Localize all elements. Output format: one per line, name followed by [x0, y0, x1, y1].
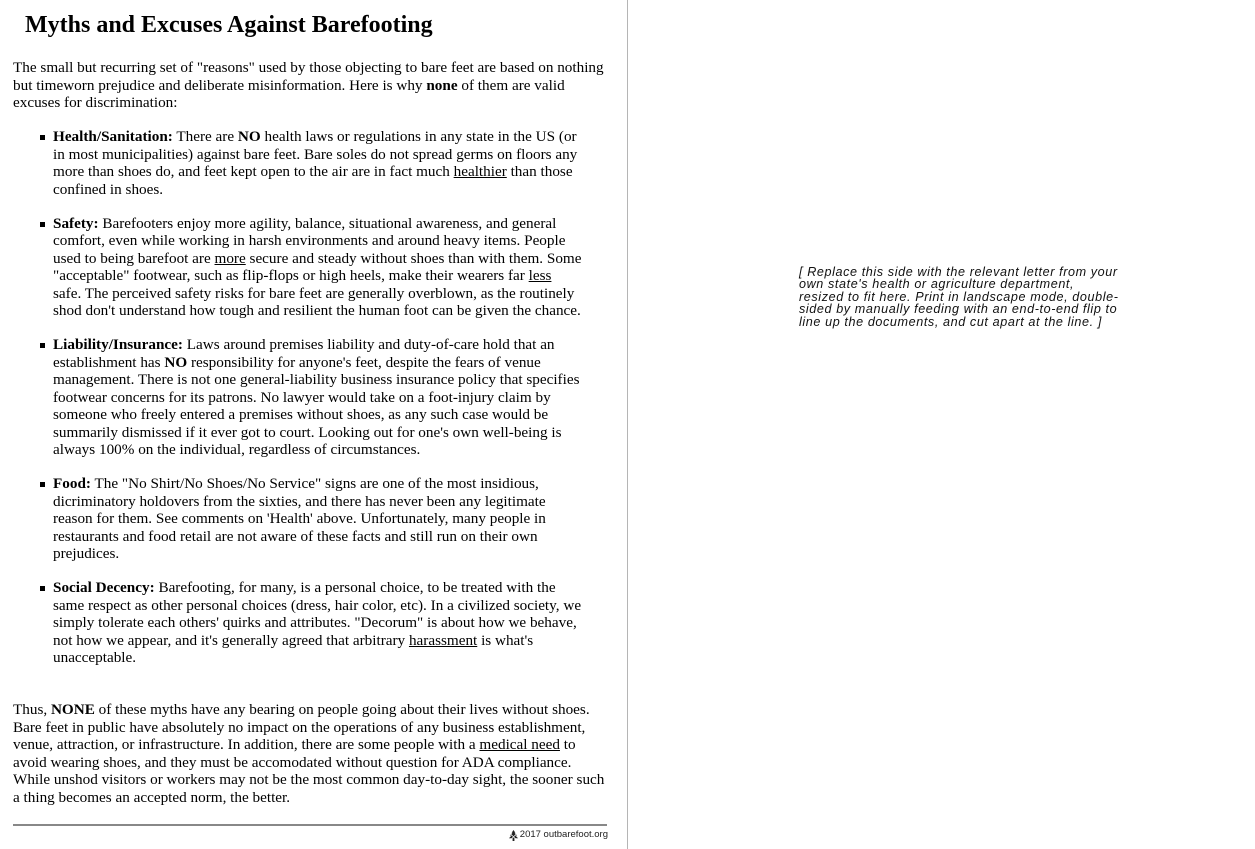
text-segment: Thus, [13, 701, 51, 718]
square-bullet-icon [40, 482, 45, 487]
myth-item-social-decency [13, 579, 583, 667]
myth-heading: Food: [53, 475, 91, 492]
intro-text-before: The small but recurring set of "reasons" used by those objecting to bare feet are based on nothing but timeworn prejudice and deliberate misinformation. Here is why [13, 59, 604, 94]
myth-heading: Safety: [53, 214, 99, 232]
text-segment: There are [172, 128, 238, 145]
left-page [13, 0, 609, 849]
intro-emphasis: none [426, 76, 458, 94]
myth-text [53, 215, 583, 320]
underlined-segment: medical need [479, 736, 560, 753]
myth-heading: Liability/Insurance: [53, 336, 183, 353]
intro-paragraph [13, 59, 609, 112]
text-segment: Barefooting, for many, is a personal choice, to be treated with the same respect as other personal choices (dress, hair color, etc). In a civilized society, we simply tolerate each others' quirks and attributes. "Decorum" is about how we behave, not how we appear, and it's generally agreed that arbitrary [53, 579, 582, 649]
page-title: Myths and Excuses Against Barefooting [25, 12, 433, 38]
myth-text [53, 475, 583, 563]
myth-item-safety [13, 215, 583, 320]
bold-segment: NO [237, 128, 261, 145]
square-bullet-icon [40, 343, 45, 348]
myth-heading: Health/Sanitation: [53, 128, 173, 145]
placeholder-note: [ Replace this side with the relevant letter from your own state's health or agriculture department, resized to fit here. Print in landscape mode, double-sided by manually feeding with an end-to-end flip to line up the documents, and cut apart at the line. ] [799, 265, 1119, 329]
text-segment: responsibility for anyone's feet, despite the fears of venue management. There is not one general-liability business insurance policy that specifies footwear concerns for its patrons. No lawyer would take on a foot-injury claim by someone who freely entered a premises without shoes, as any such case would be summarily dismissed if it ever got to court. Looking out for one's own well-being is always 100% on the individual, regardless of circumstances. [53, 353, 580, 458]
myth-item-food [13, 475, 583, 563]
text-segment: is what's unacceptable. [53, 631, 534, 666]
myth-list [13, 128, 609, 683]
footer-copyright: 2017 outbarefoot.org [519, 829, 608, 840]
text-segment: Laws around premises liability and duty-of-care hold that an establishment has [53, 336, 555, 371]
conclusion-paragraph [13, 701, 609, 806]
square-bullet-icon [40, 586, 45, 591]
text-segment: of these myths have any bearing on people going about their lives without shoes. Bare feet in public have absolutely no impact on the operations of any business establishment, venue, attraction, or infrastructure. In addition, there are some people with a [13, 701, 590, 753]
text-segment: than those confined in shoes. [53, 163, 573, 198]
text-segment: safe. The perceived safety risks for bare feet are generally overblown, as the routinely shod don't understand how tough and resilient the human foot can be given the chance. [53, 284, 581, 319]
square-bullet-icon [40, 222, 45, 227]
myth-text [53, 128, 583, 198]
myth-heading: Social Decency: [53, 579, 155, 596]
myth-text [53, 579, 583, 667]
bold-segment: NONE [50, 701, 95, 718]
underlined-segment: healthier [453, 163, 507, 180]
footer-rule [13, 824, 607, 826]
underlined-segment: more [214, 249, 246, 267]
underlined-segment: harassment [408, 631, 478, 649]
text-segment: Barefooters enjoy more agility, balance, situational awareness, and general comfort, even while working in harsh environments and around heavy items. People used to being barefoot are [53, 214, 566, 267]
footer [508, 829, 608, 841]
text-segment: to avoid wearing shoes, and they must be accomodated without question for ADA compliance. While unshod visitors or workers may not be the most common day-to-day sight, the sooner such a thing becomes an accepted norm, the better. [13, 736, 605, 806]
underlined-segment: less [528, 267, 552, 284]
myth-text [53, 336, 583, 459]
myth-item-liability [13, 336, 583, 459]
intro-text-after: of them are valid excuses for discrimination: [13, 76, 565, 111]
text-segment: secure and steady without shoes than with them. Some "acceptable" footwear, such as flip-flops or high heels, make their wearers far [53, 249, 582, 284]
myth-item-health [13, 128, 583, 198]
cut-line-divider [627, 0, 628, 849]
text-segment: The "No Shirt/No Shoes/No Service" signs are one of the most insidious, dicriminatory holdovers from the sixties, and there has never been any legitimate reason for them. See comments on 'Health' above. Unfortunately, many people in restaurants and food retail are not aware of these facts and still run on their own prejudices. [53, 475, 546, 562]
bold-segment: NO [164, 353, 188, 371]
tree-icon [508, 830, 519, 841]
text-segment: health laws or regulations in any state in the US (or in most municipalities) against bare feet. Bare soles do not spread germs on floors any more than shoes do, and feet kept open to the air are in fact much [53, 128, 578, 180]
square-bullet-icon [40, 135, 45, 140]
